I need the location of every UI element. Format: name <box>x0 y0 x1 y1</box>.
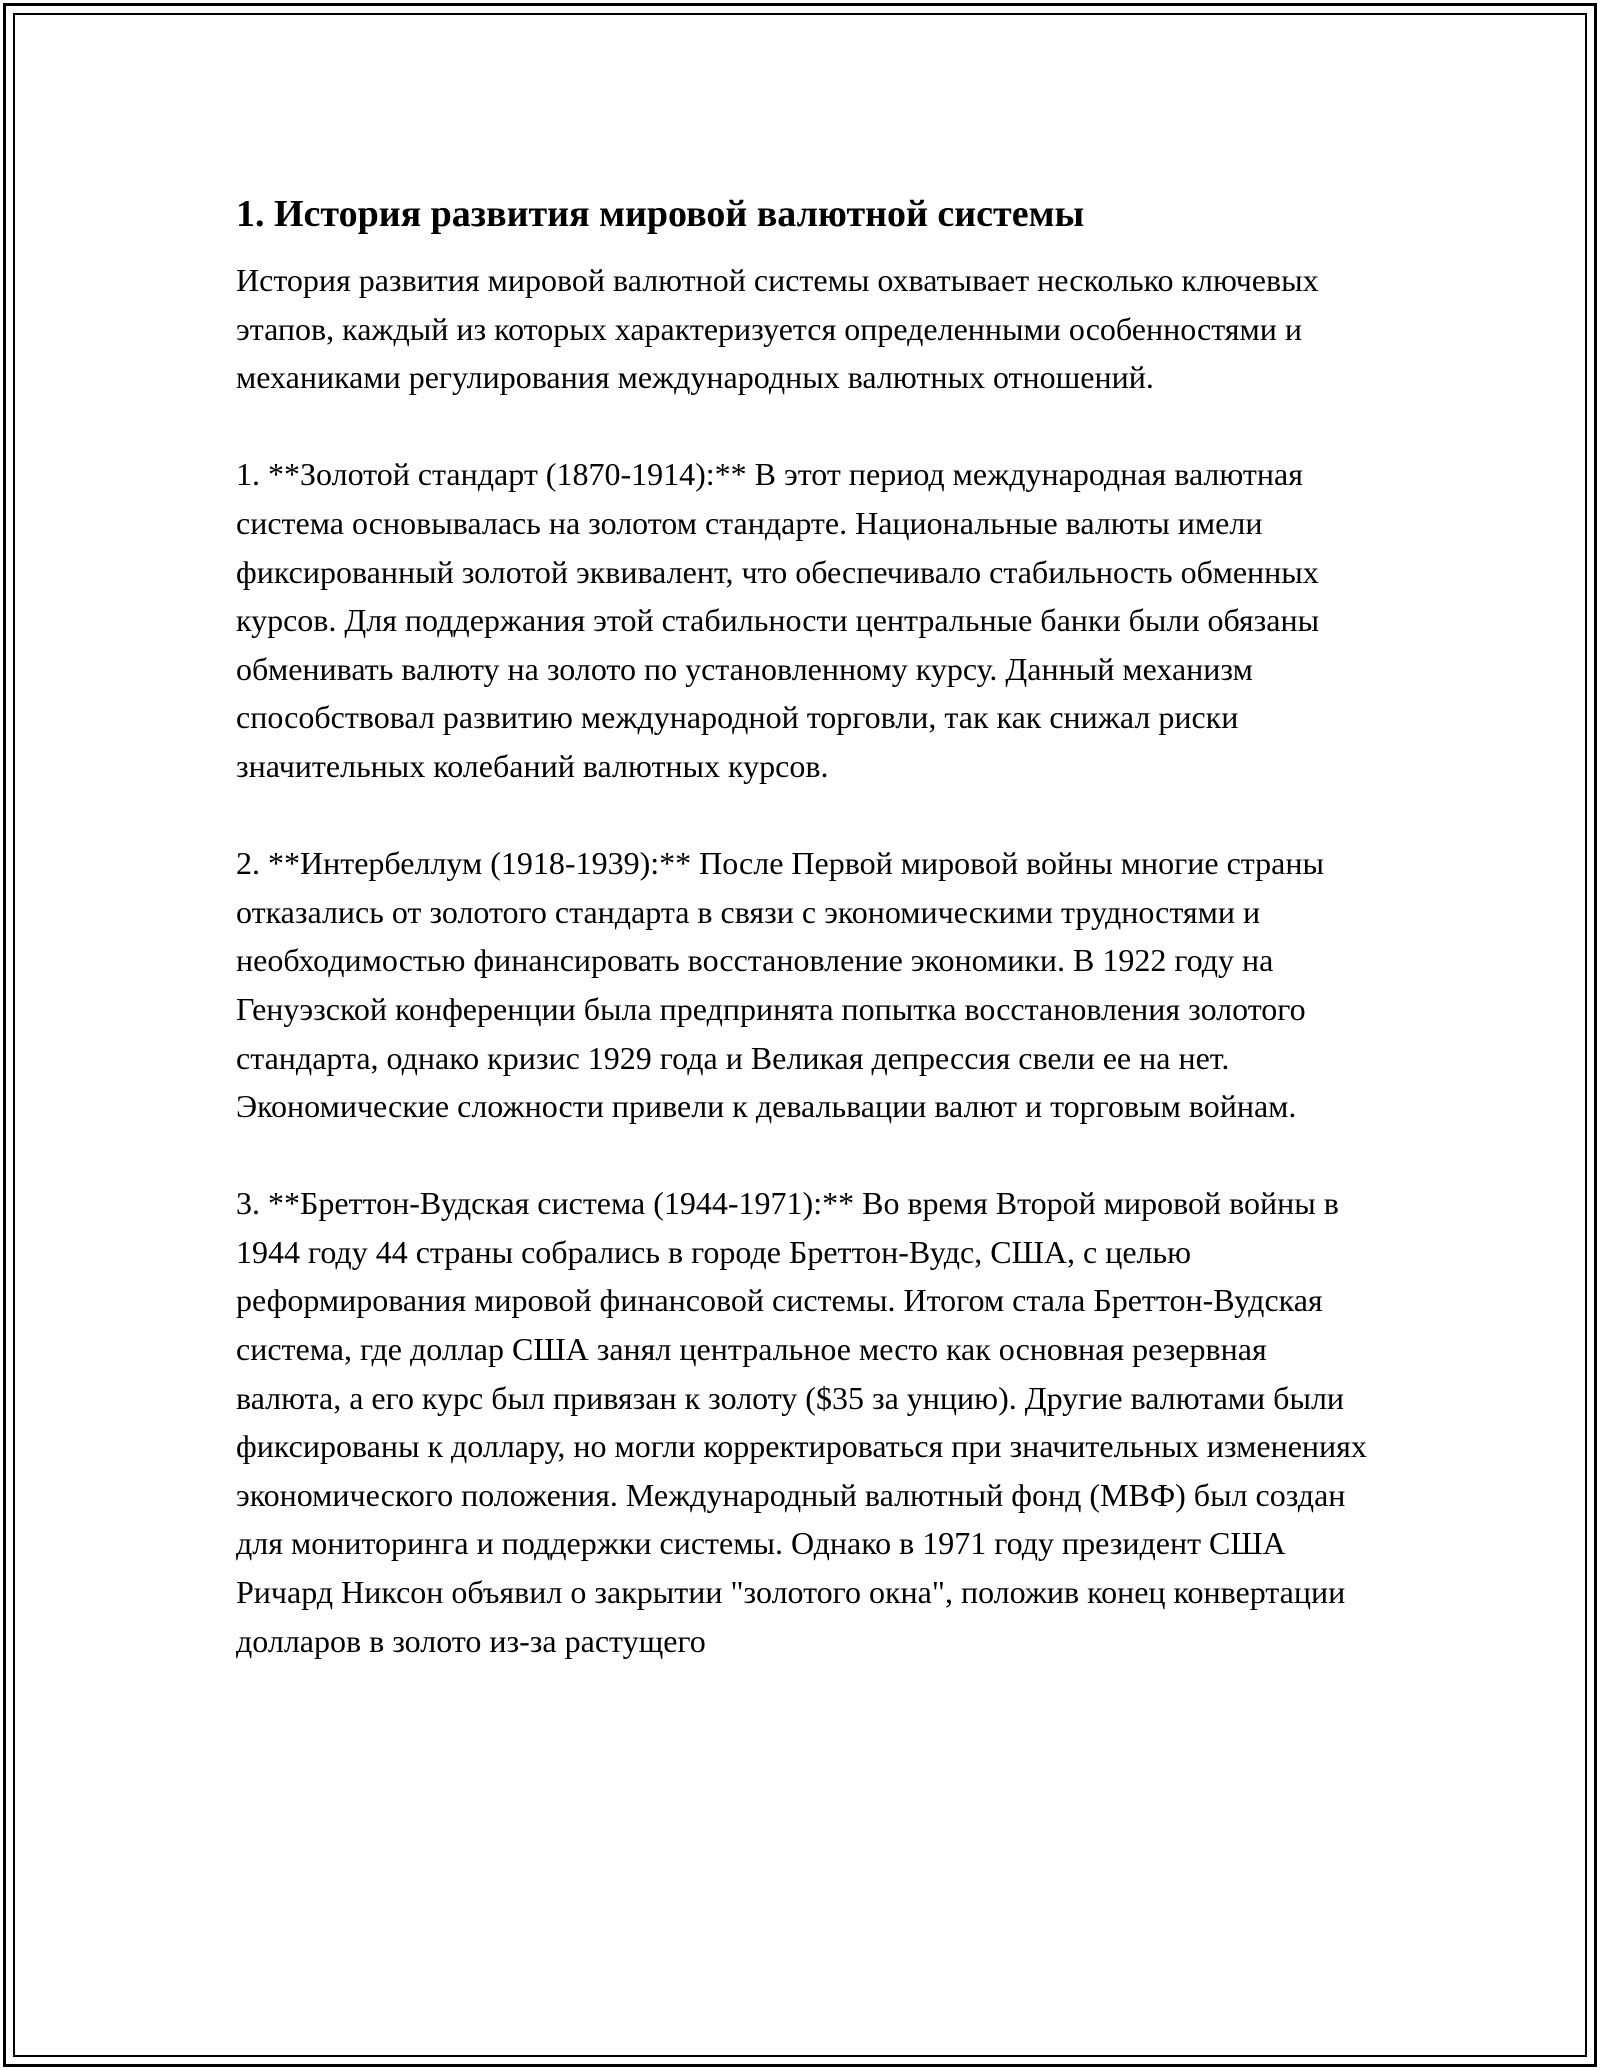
bretton-woods-paragraph: 3. **Бреттон-Вудская система (1944-1971):** Во время Второй мировой войны в 1944 году 44 страны собрались в городе Бреттон-Вудс, США, с целью реформирования мировой финансовой системы. Итогом стала Бреттон-Вудская система, где доллар США занял центральное место как основная резервная валюта, а его курс был привязан к золоту ($35 за унцию). Другие валютами были фиксированы к доллару, но могли корректироваться при значительных изменениях экономического положения. Международный валютный фонд (МВФ) был создан для мониторинга и поддержки системы. Однако в 1971 году президент США Ричард Никсон объявил о закрытии "золотого окна", положив конец конвертации долларов в золото из-за растущего <box>236 1185 1367 1659</box>
intro-paragraph: История развития мировой валютной системы охватывает несколько ключевых этапов, каждый из которых характеризуется определенными особенностями и механиками регулирования международных валютных отношений. <box>236 262 1319 396</box>
document-body <box>236 186 1370 1714</box>
gold-standard-paragraph: 1. **Золотой стандарт (1870-1914):** В этот период международная валютная система основывалась на золотом стандарте. Национальные валюты имели фиксированный золотой эквивалент, что обеспечивало стабильность обменных курсов. Для поддержания этой стабильности центральные банки были обязаны обменивать валюту на золото по установленному курсу. Данный механизм способствовал развитию международной торговли, так как снижал риски значительных колебаний валютных курсов. <box>236 456 1320 784</box>
interwar-paragraph: 2. **Интербеллум (1918-1939):** После Первой мировой войны многие страны отказались от золотого стандарта в связи с экономическими трудностями и необходимостью финансировать восстановление экономики. В 1922 году на Генуэзской конференции была предпринята попытка восстановления золотого стандарта, однако кризис 1929 года и Великая депрессия свели ее на нет. Экономические сложности привели к девальвации валют и торговым войнам. <box>236 845 1324 1125</box>
section-heading: 1. История развития мировой валютной системы <box>236 193 1085 235</box>
